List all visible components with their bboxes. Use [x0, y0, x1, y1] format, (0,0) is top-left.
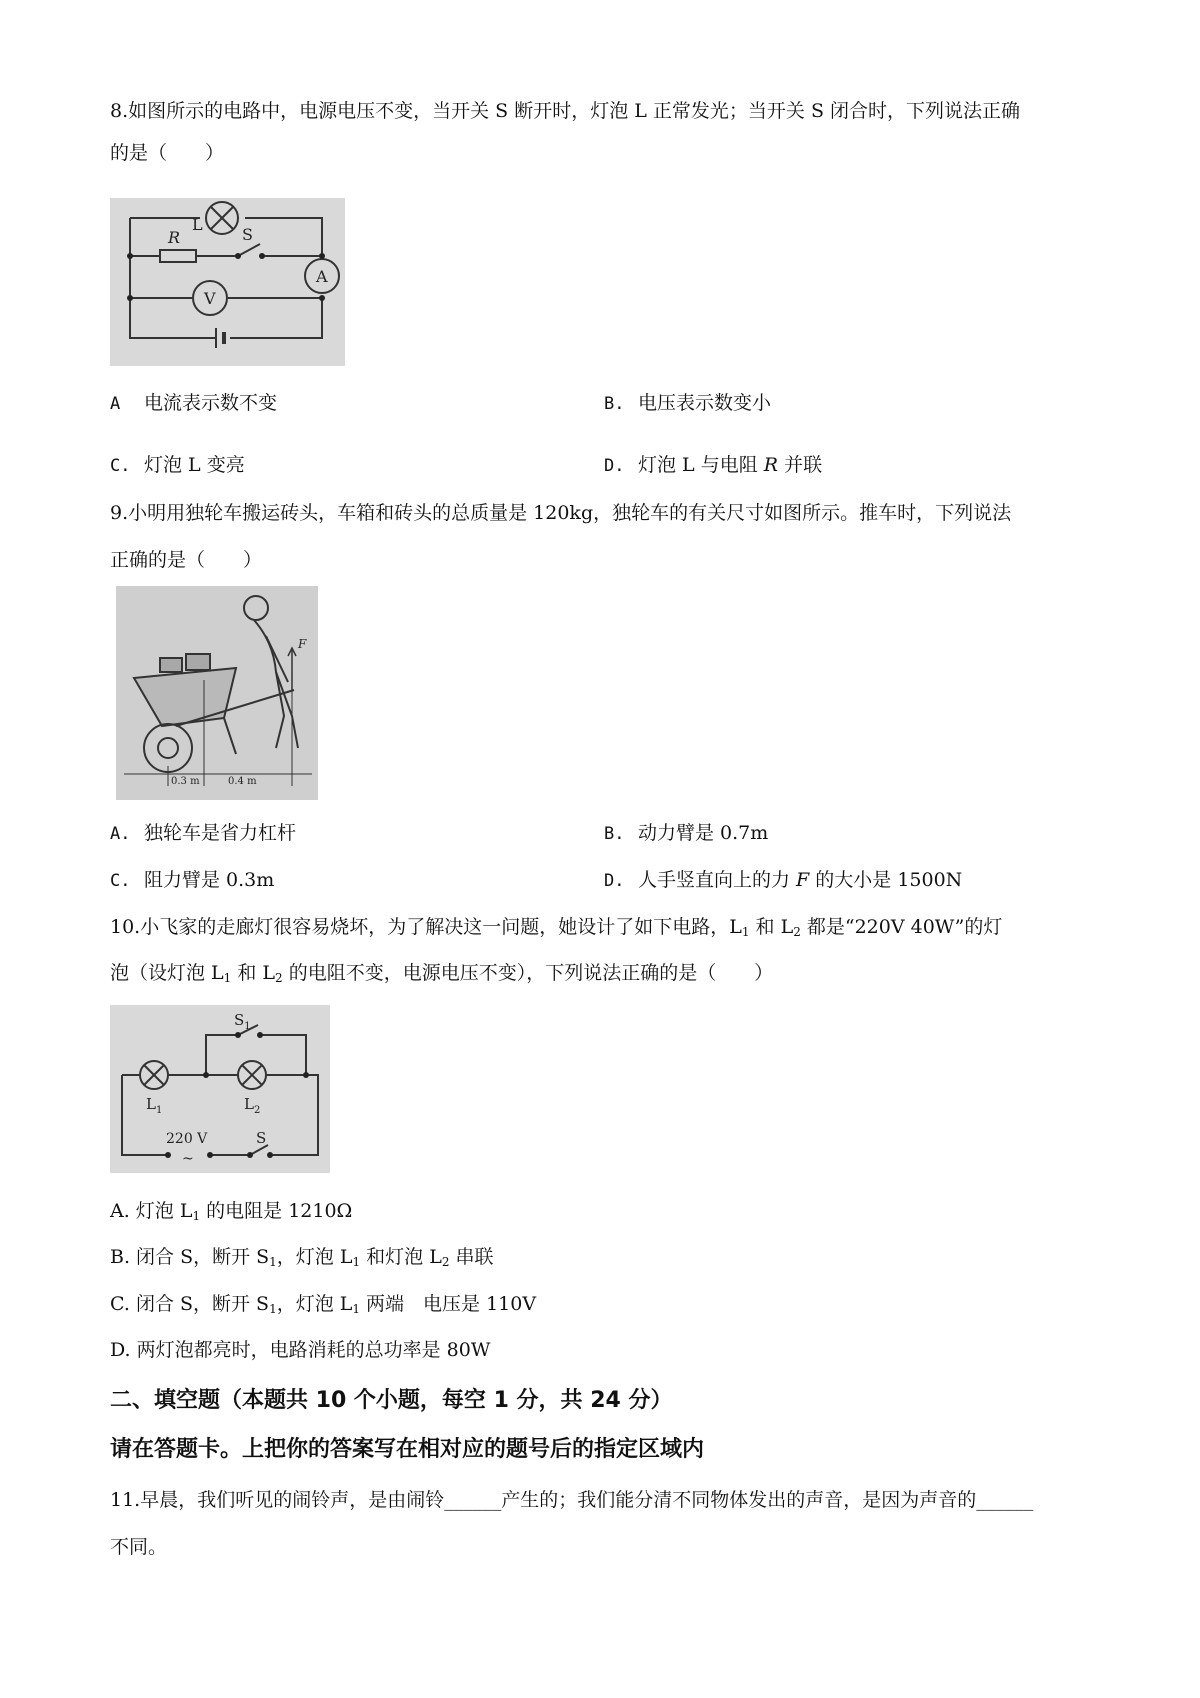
q9-option-b[interactable]: B. 动力臂是 0.7m [604, 822, 769, 844]
q9-wheelbarrow-figure [116, 586, 318, 800]
q9-fig-dim-2: 0.4 m [228, 776, 257, 787]
q10-fig-label-l2: $L_2$ [244, 1095, 261, 1116]
q8-option-c[interactable]: C. 灯泡 L 变亮 [110, 454, 245, 476]
q10-fig-label-voltage: 220 V [166, 1131, 208, 1147]
q10-option-a[interactable]: A. 灯泡 $L_1$ 的电阻是 1210Ω [110, 1200, 353, 1223]
q11-line2: 不同。 [110, 1536, 168, 1558]
q8-fig-label-l: L [192, 215, 203, 234]
q10-fig-label-ac: ~ [182, 1151, 194, 1167]
q8-option-a[interactable]: A 电流表示数不变 [110, 392, 278, 414]
q8-fig-label-s: S [242, 225, 253, 244]
q9-stem-line1: 9.小明用独轮车搬运砖头，车箱和砖头的总质量是 120kg，独轮车的有关尺寸如图所示。推车时，下列说法 [110, 502, 1012, 524]
q10-fig-label-s1: $S_1$ [234, 1011, 251, 1032]
q8-option-d[interactable]: D. 灯泡 L 与电阻 R 并联 [604, 454, 823, 476]
q8-circuit-figure [110, 198, 345, 366]
q8-option-b[interactable]: B. 电压表示数变小 [604, 392, 772, 414]
q10-option-d[interactable]: D. 两灯泡都亮时，电路消耗的总功率是 80W [110, 1339, 491, 1361]
q9-stem-line2: 正确的是（ ） [110, 549, 263, 571]
section-2-title: 二、填空题（本题共 10 个小题，每空 1 分，共 24 分） [110, 1388, 673, 1413]
q8-fig-label-a: A [316, 267, 328, 286]
q10-option-b[interactable]: B. 闭合 S，断开 $S_1$，灯泡 $L_1$ 和灯泡 $L_2$ 串联 [110, 1246, 494, 1269]
q9-option-a[interactable]: A. 独轮车是省力杠杆 [110, 822, 297, 844]
q8-fig-label-v: V [204, 289, 216, 308]
q9-fig-force-label: F [298, 637, 307, 651]
q10-circuit-figure [110, 1005, 330, 1173]
q9-option-c[interactable]: C. 阻力臂是 0.3m [110, 869, 275, 891]
q9-option-d[interactable]: D. 人手竖直向上的力 F 的大小是 1500N [604, 869, 963, 891]
q8-stem-line1: 8.如图所示的电路中，电源电压不变，当开关 S 断开时，灯泡 L 正常发光；当开关 S 闭合时，下列说法正确 [110, 100, 1021, 122]
section-2-instruction: 请在答题卡。上把你的答案写在相对应的题号后的指定区域内 [110, 1437, 705, 1462]
q10-fig-label-l1: $L_1$ [146, 1095, 163, 1116]
q10-stem-line1: 10.小飞家的走廊灯很容易烧坏，为了解决这一问题，她设计了如下电路，$L_1$ 和 $L_2$ 都是“220V 40W”的灯 [110, 916, 1003, 939]
q10-option-c[interactable]: C. 闭合 S，断开 $S_1$，灯泡 $L_1$ 两端 电压是 110V [110, 1293, 537, 1316]
q9-fig-dim-1: 0.3 m [171, 776, 200, 787]
q10-stem-line2: 泡（设灯泡 $L_1$ 和 $L_2$ 的电阻不变，电源电压不变），下列说法正确的是（ ） [110, 962, 774, 985]
q10-fig-label-s: S [256, 1129, 267, 1147]
q11-line1: 11.早晨，我们听见的闹铃声，是由闹铃______产生的；我们能分清不同物体发出的声音，是因为声音的______ [110, 1489, 1034, 1511]
q8-stem-line2: 的是（ ） [110, 142, 225, 164]
q8-fig-label-r: R [168, 228, 181, 247]
